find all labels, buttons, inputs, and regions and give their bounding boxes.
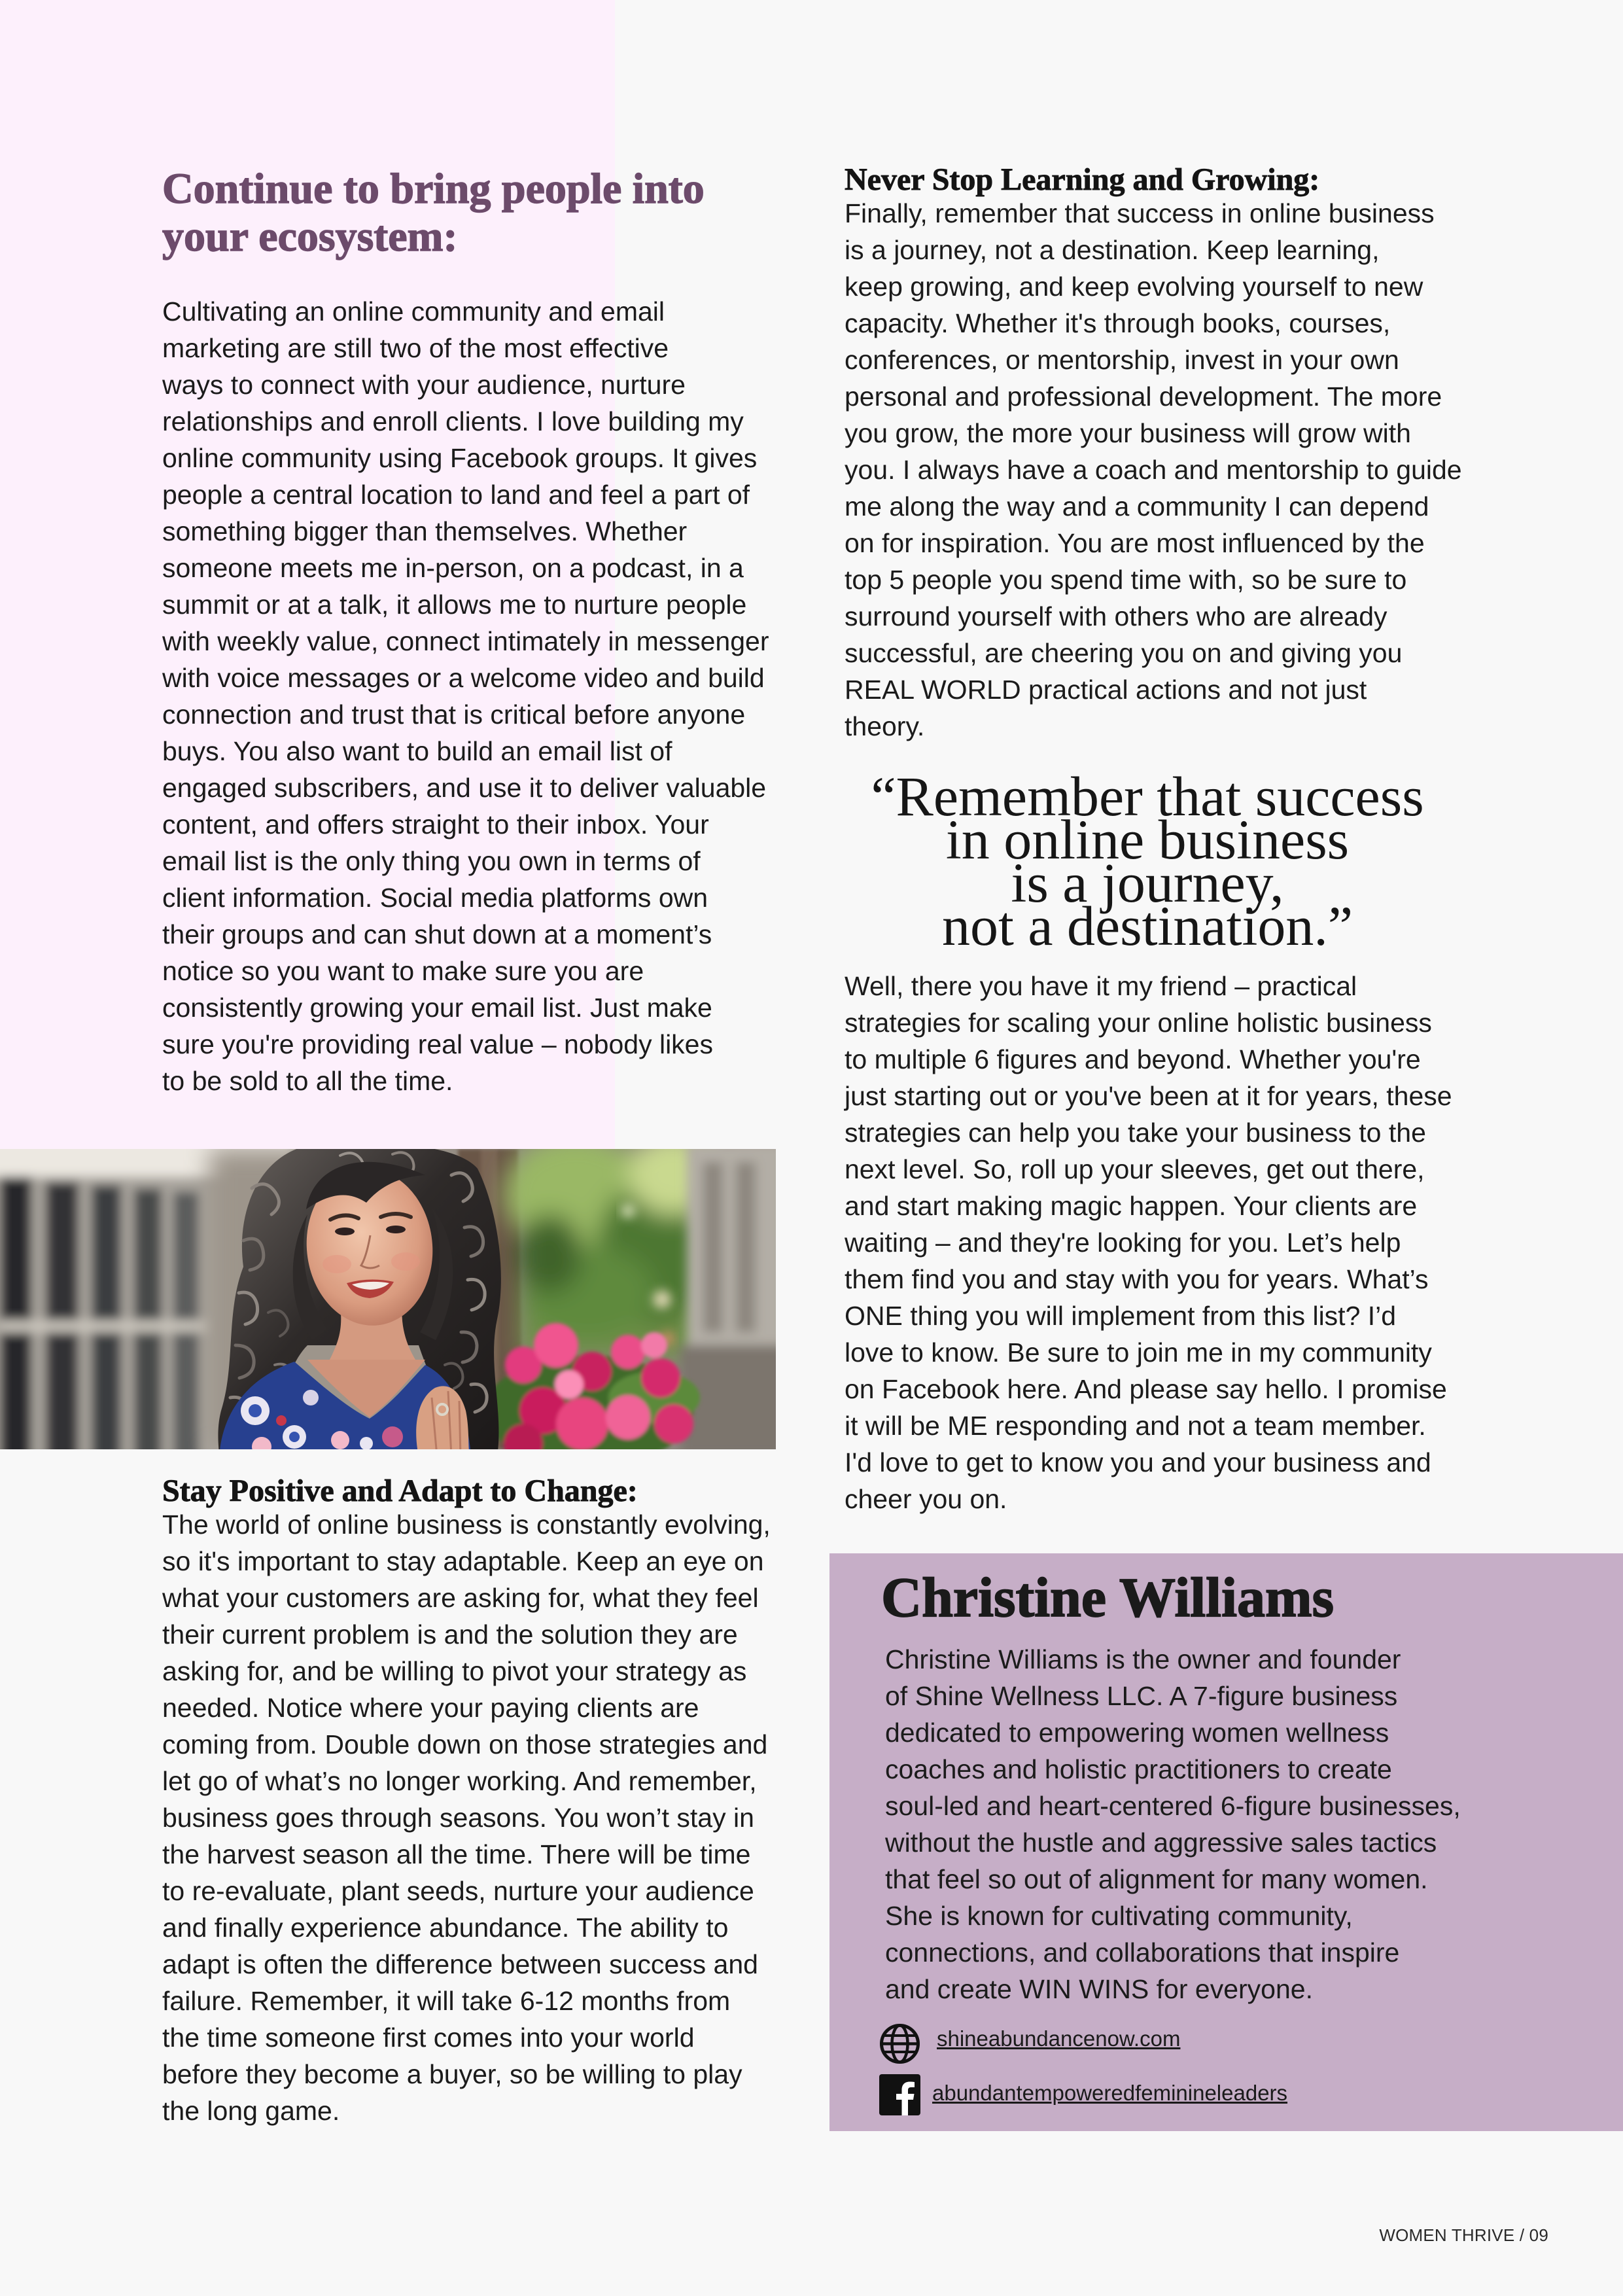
heading-adapt-to-change: Stay Positive and Adapt to Change: [162,1474,638,1508]
paragraph-ecosystem: Cultivating an online community and email marketing are still two of the most effective ways to connect with your audience, nurture relationships and enroll clients. I love building my online community using Facebook groups. It gives people a central location to land and feel a part of something bigger than themselves. Whether someone meets me in-person, on a podcast, in a summit or at a talk, it allows me to nurture people with weekly value, connect intimately in messenger with voice messages or a welcome video and build connection and trust that is critical before anyone buys. You also want to build an email list of engaged subscribers, and use it to deliver valuable content, and offers straight to their inbox. Your email list is the only thing you own in terms of client information. Social media platforms own their groups and can shut down at a moment’s notice so you want to make sure you are consistently growing your email list. Just make sure you're providing real value – nobody likes to be sold to all the time. [162,296,769,1096]
paragraph-closing: Well, there you have it my friend – practical strategies for scaling your online holistic business to multiple 6 figures and beyond. Whether you're just starting out or you've been at it for years, these strategies can help you take your business to the next level. So, roll up your sleeves, get out there, and start making magic happen. Your clients are waiting – and they're looking for you. Let’s help them find you and stay with you for years. What’s ONE thing you will implement from this list? I’d love to know. Be sure to join me in my community on Facebook here. And please say hello. I promise it will be ME responding and not a team member. I'd love to get to know you and your business and cheer you on. [845,971,1452,1514]
facebook-icon [879,2074,920,2115]
author-name: Christine Williams [881,1566,1335,1629]
heading-ecosystem: Continue to bring people into your ecosystem: [162,165,705,260]
heading-learning-growing: Never Stop Learning and Growing: [845,162,1320,197]
globe-icon [879,2023,920,2064]
photo-woman [218,1149,500,1449]
author-bio: Christine Williams is the owner and founder of Shine Wellness LLC. A 7-figure business dedicated to empowering women wellness coaches and holistic practitioners to create soul-led and heart-centered 6-figure businesses, without the hustle and aggressive sales tactics that feel so out of alignment for many women. She is known for cultivating community, connections, and collaborations that inspire and create WIN WINS for everyone. [885,1644,1461,2004]
website-link[interactable]: shineabundancenow.com [937,2026,1181,2051]
facebook-group-link[interactable]: abundantempoweredfeminineleaders [932,2081,1288,2105]
pull-quote: “Remember that success in online business is a journey, not a destination.” [871,765,1424,957]
page-folio: WOMEN THRIVE / 09 [1379,2225,1548,2245]
author-photo [0,1149,776,1449]
paragraph-learning-growing: Finally, remember that success in online business is a journey, not a destination. Keep learning, keep growing, and keep evolving yourself to new capacity. Whether it's through books, courses, conferences, or mentorship, invest in your own personal and professional development. The more you grow, the more your business will grow with you. I always have a coach and mentorship to guide me along the way and a community I can depend on for inspiration. You are most influenced by the top 5 people you spend time with, so be sure to surround yourself with others who are already successful, are cheering you on and giving you REAL WORLD practical actions and not just theory. [845,198,1462,741]
author-bio-box [829,1553,1623,2131]
paragraph-adapt-to-change: The world of online business is constantly evolving, so it's important to stay adaptable. Keep an eye on what your customers are asking for, what they feel their current problem is and the solution they are asking for, and be willing to pivot your strategy as needed. Notice where your paying clients are coming from. Double down on those strategies and let go of what’s no longer working. And remember, business goes through seasons. You won’t stay in the harvest season all the time. There will be time to re-evaluate, plant seeds, nurture your audience and finally experience abundance. The ability to adapt is often the difference between success and failure. Remember, it will take 6-12 months from the time someone first comes into your world before they become a buyer, so be willing to play the long game. [162,1510,771,2126]
